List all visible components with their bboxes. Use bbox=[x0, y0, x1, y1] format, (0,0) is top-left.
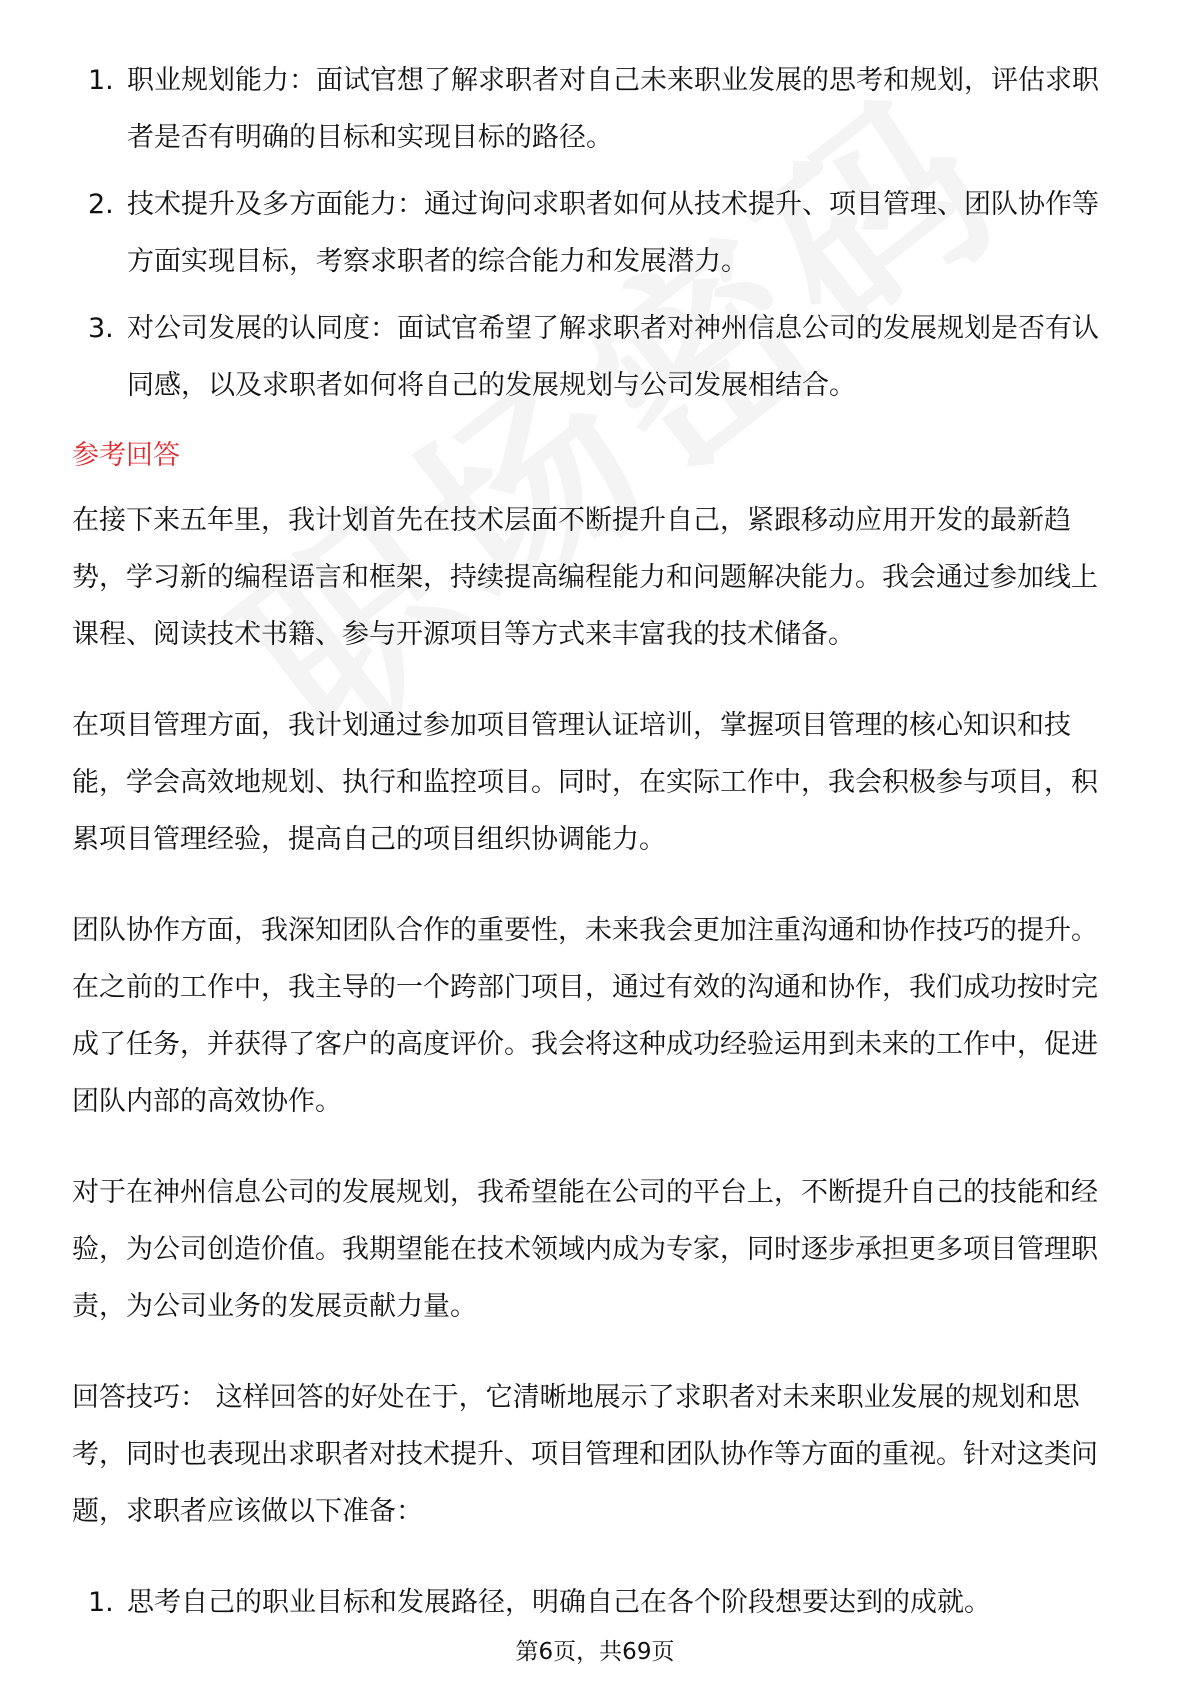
list-number: 2. bbox=[88, 189, 114, 220]
list-item bbox=[72, 52, 1122, 166]
list-text: 对公司发展的认同度：面试官希望了解求职者对神州信息公司的发展规划是否有认同感，以及求职者如何将自己的发展规划与公司发展相结合。 bbox=[127, 313, 1099, 401]
paragraph: 在项目管理方面，我计划通过参加项目管理认证培训，掌握项目管理的核心知识和技能，学会高效地规划、执行和监控项目。同时，在实际工作中，我会积极参与项目，积累项目管理经验，提高自己的项目组织协调能力。 bbox=[72, 710, 1098, 855]
intro-list bbox=[72, 52, 1122, 414]
list-text: 技术提升及多方面能力：通过询问求职者如何从技术提升、项目管理、团队协作等方面实现目标，考察求职者的综合能力和发展潜力。 bbox=[127, 189, 1099, 277]
list-text: 思考自己的职业目标和发展路径，明确自己在各个阶段想要达到的成就。 bbox=[127, 1587, 991, 1618]
paragraph: 在接下来五年里，我计划首先在技术层面不断提升自己，紧跟移动应用开发的最新趋势，学习新的编程语言和框架，持续提高编程能力和问题解决能力。我会通过参加线上课程、阅读技术书籍、参与开源项目等方式来丰富我的技术储备。 bbox=[72, 505, 1098, 650]
list-item bbox=[72, 1574, 1122, 1631]
list-item bbox=[72, 300, 1122, 414]
paragraph: 对于在神州信息公司的发展规划，我希望能在公司的平台上，不断提升自己的技能和经验，为公司创造价值。我期望能在技术领域内成为专家，同时逐步承担更多项目管理职责，为公司业务的发展贡献力量。 bbox=[72, 1177, 1098, 1322]
list-number: 1. bbox=[88, 1587, 114, 1618]
section-title: 参考回答 bbox=[72, 440, 180, 471]
page-content bbox=[72, 52, 1122, 1631]
page-footer: 第6页，共69页 bbox=[515, 1639, 675, 1665]
list-number: 3. bbox=[88, 313, 114, 344]
list-item bbox=[72, 176, 1122, 290]
paragraph: 回答技巧： 这样回答的好处在于，它清晰地展示了求职者对未来职业发展的规划和思考，同时也表现出求职者对技术提升、项目管理和团队协作等方面的重视。针对这类问题，求职者应该做以下准备： bbox=[72, 1382, 1098, 1527]
paragraph: 团队协作方面，我深知团队合作的重要性，未来我会更加注重沟通和协作技巧的提升。在之前的工作中，我主导的一个跨部门项目，通过有效的沟通和协作，我们成功按时完成了任务，并获得了客户的高度评价。我会将这种成功经验运用到未来的工作中，促进团队内部的高效协作。 bbox=[72, 915, 1098, 1117]
list-number: 1. bbox=[88, 65, 114, 96]
prep-list bbox=[72, 1574, 1122, 1631]
list-text: 职业规划能力：面试官想了解求职者对自己未来职业发展的思考和规划，评估求职者是否有明确的目标和实现目标的路径。 bbox=[127, 65, 1099, 153]
